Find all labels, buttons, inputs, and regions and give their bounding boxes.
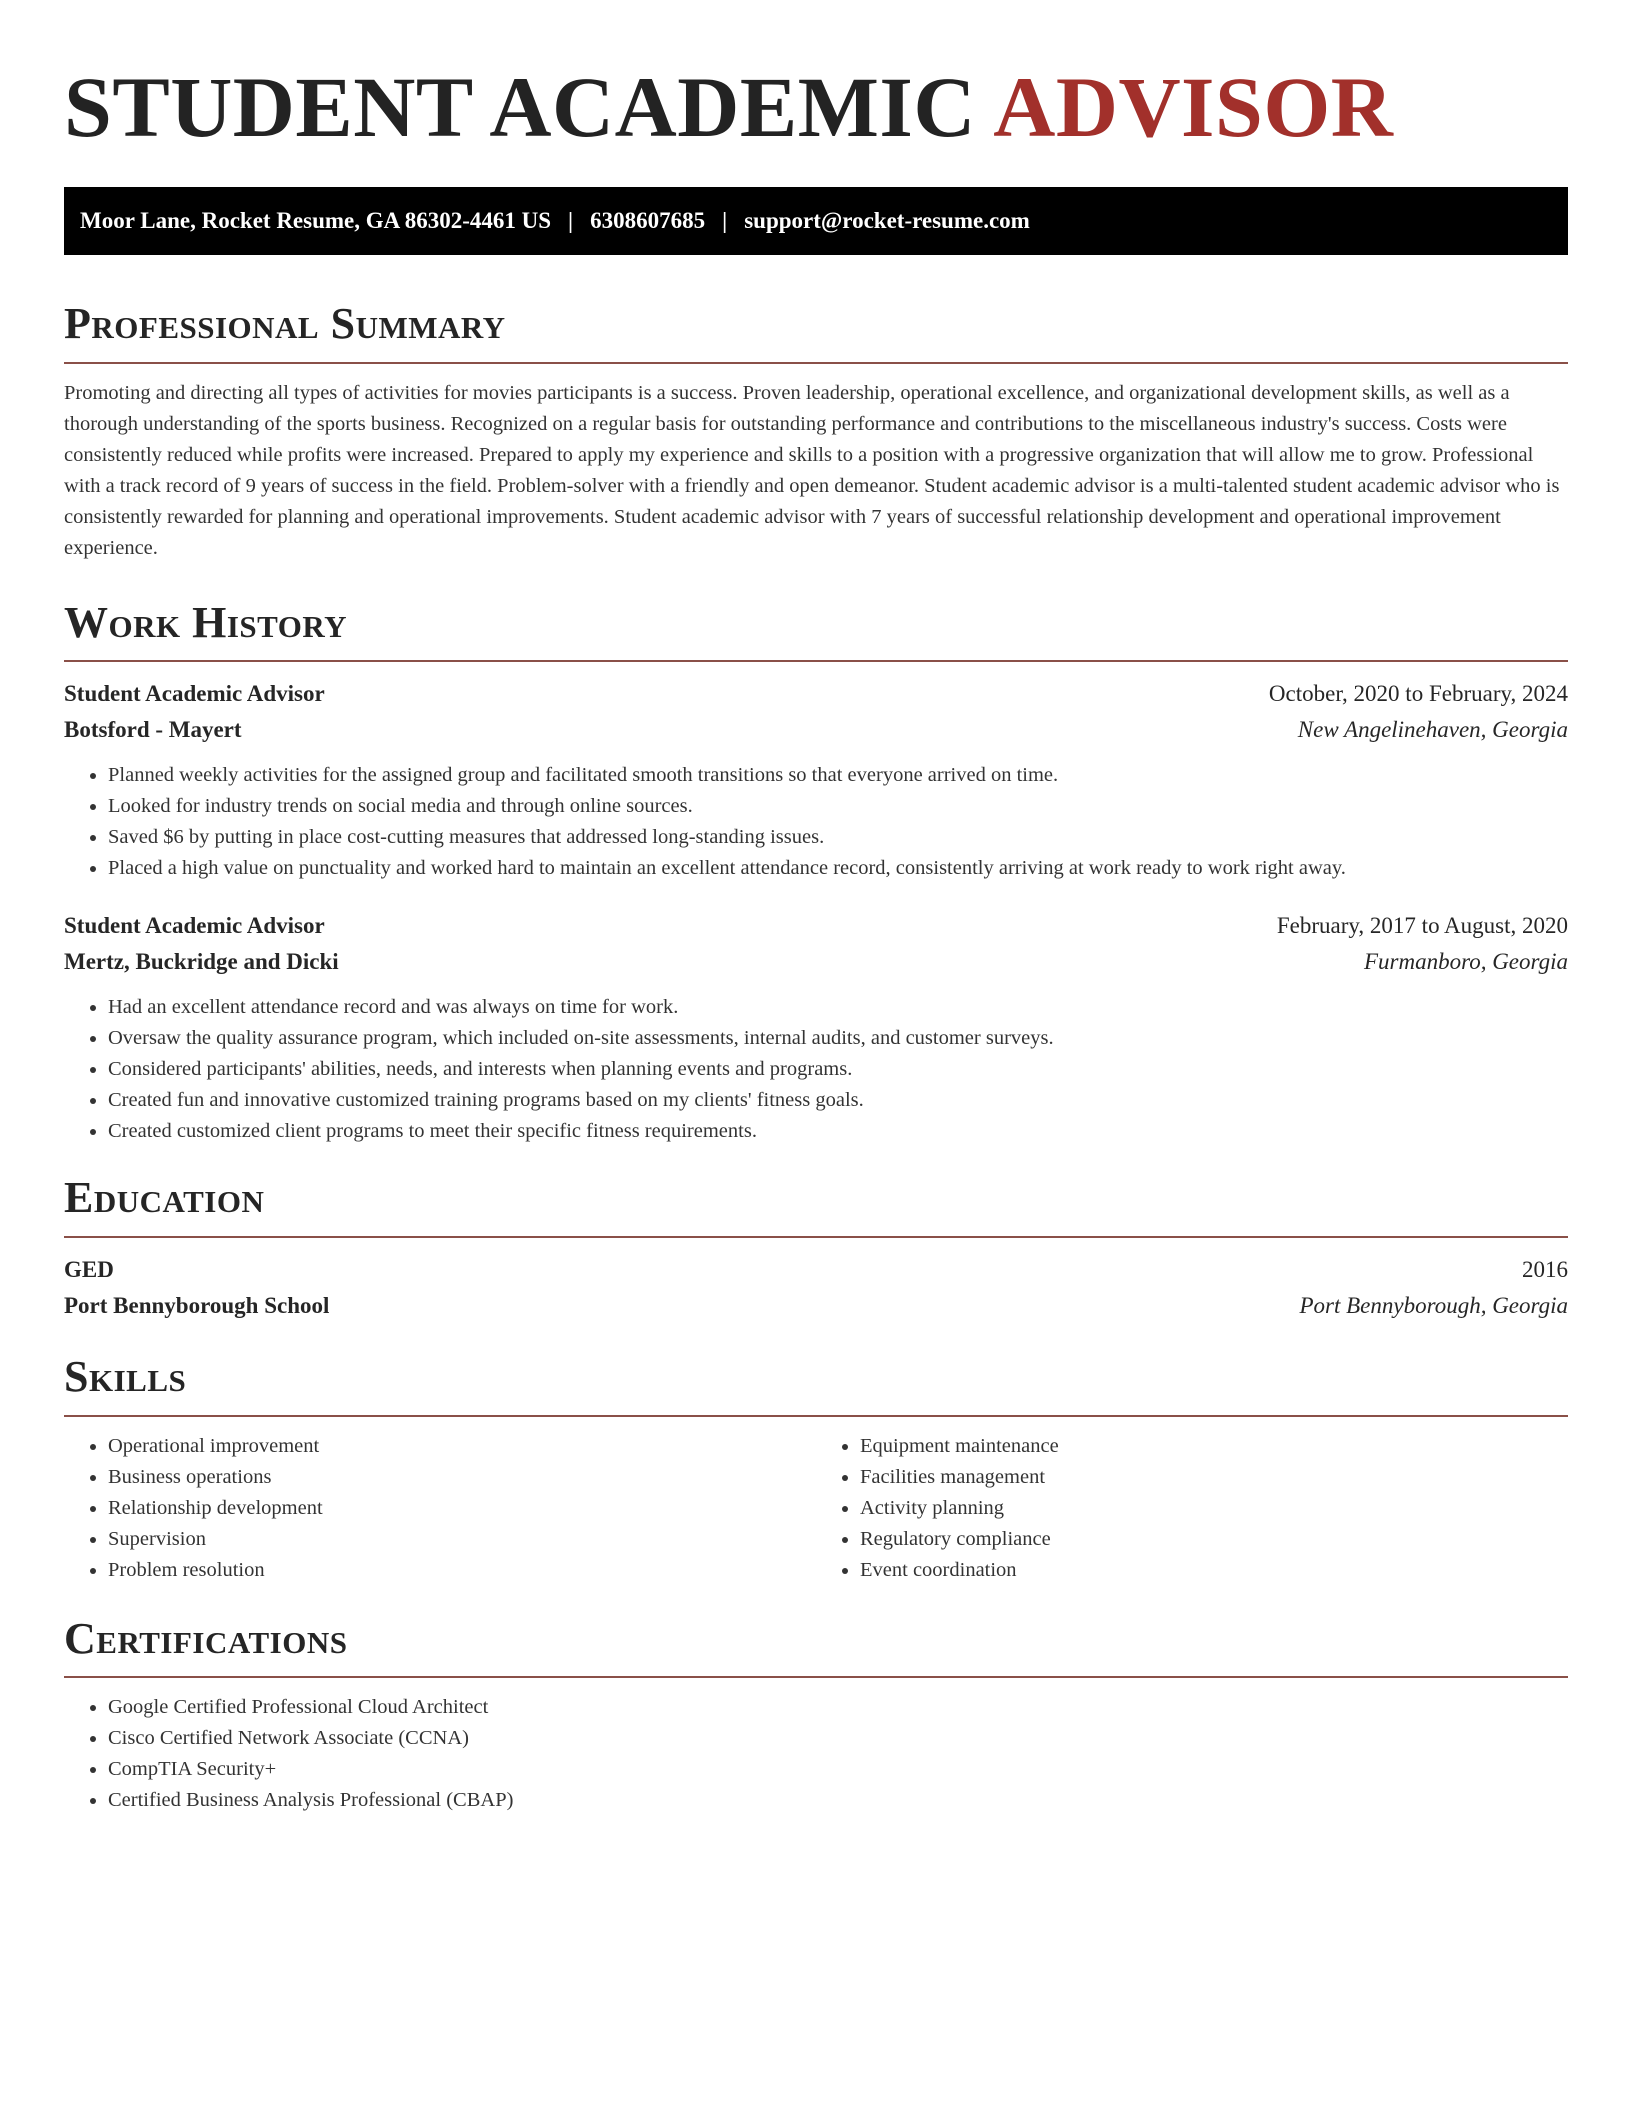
education-school: Port Bennyborough School	[64, 1292, 330, 1318]
job-dates: October, 2020 to February, 2024	[1268, 681, 1568, 707]
job-entry	[64, 908, 1568, 1147]
job-bullets	[64, 760, 1568, 884]
certifications-heading: Certifications	[64, 1613, 348, 1663]
skill-item: • Event coordination	[860, 1555, 1568, 1586]
certifications-section	[64, 1614, 1568, 1817]
skill-item: • Supervision	[108, 1524, 816, 1555]
job-bullets	[64, 992, 1568, 1147]
skill-item: • Problem resolution	[108, 1555, 816, 1586]
job-dates: February, 2017 to August, 2020	[1276, 913, 1568, 939]
skill-item: • Business operations	[108, 1462, 816, 1493]
work-history-section	[64, 598, 1568, 1148]
certifications-list	[64, 1692, 1568, 1816]
job-location: New Angelinehaven, Georgia	[1297, 717, 1568, 743]
contact-phone: 6308607685	[590, 208, 706, 234]
education-degree: GED	[64, 1256, 114, 1282]
skill-item: • Operational improvement	[108, 1431, 816, 1462]
contact-bar	[64, 187, 1568, 255]
education-location: Port Bennyborough, Georgia	[1299, 1292, 1568, 1318]
skills-grid	[64, 1431, 1568, 1586]
skills-section	[64, 1352, 1568, 1586]
contact-email: support@rocket-resume.com	[744, 208, 1030, 234]
summary-text: Promoting and directing all types of activities for movies participants is a success. Proven leadership, operational excellence, and organizational development skills, as well as a thorough understanding of the sports business. Recognized on a regular basis for outstanding performance and contributions to the miscellaneous industry's success. Costs were consistently reduced while profits were increased. Prepared to apply my experience and skills to a position with a progressive organization that will allow me to grow. Professional with a track record of 9 years of success in the field. Problem-solver with a friendly and open demeanor. Student academic advisor is a multi-talented student academic advisor who is consistently rewarded for planning and operational improvements. Student academic advisor with 7 years of successful relationship development and operational improvement experience.	[64, 381, 1560, 559]
summary-heading: Professional Summary	[64, 299, 506, 349]
job-bullet: • Saved $6 by putting in place cost-cutting measures that addressed long-standing issues.	[108, 822, 1568, 853]
skill-item: • Equipment maintenance	[860, 1431, 1568, 1462]
job-bullet: • Considered participants' abilities, needs, and interests when planning events and programs.	[108, 1054, 1568, 1085]
contact-separator: |	[568, 208, 574, 234]
contact-address: Moor Lane, Rocket Resume, GA 86302-4461 US	[80, 208, 552, 234]
summary-section	[64, 299, 1568, 564]
section-divider	[64, 1676, 1568, 1678]
certification-item: • Cisco Certified Network Associate (CCNA)	[108, 1723, 1568, 1754]
job-title: Student Academic Advisor	[64, 681, 325, 707]
skills-heading: Skills	[64, 1351, 187, 1401]
contact-separator: |	[722, 208, 728, 234]
section-divider	[64, 660, 1568, 662]
job-entry	[64, 676, 1568, 884]
job-bullet: • Planned weekly activities for the assigned group and facilitated smooth transitions so that everyone arrived on time.	[108, 760, 1568, 791]
education-year: 2016	[1522, 1256, 1568, 1282]
certification-item: • CompTIA Security+	[108, 1754, 1568, 1785]
certification-item: • Google Certified Professional Cloud Architect	[108, 1692, 1568, 1723]
job-company: Mertz, Buckridge and Dicki	[64, 949, 339, 975]
job-bullet: • Oversaw the quality assurance program, which included on-site assessments, internal audits, and customer surveys.	[108, 1023, 1568, 1054]
job-bullet: • Created customized client programs to meet their specific fitness requirements.	[108, 1116, 1568, 1147]
section-divider	[64, 1236, 1568, 1238]
job-location: Furmanboro, Georgia	[1363, 949, 1568, 975]
job-bullet: • Placed a high value on punctuality and worked hard to maintain an excellent attendance record, consistently arriving at work ready to work right away.	[108, 853, 1568, 884]
skills-list-right	[816, 1431, 1568, 1586]
skill-item: • Regulatory compliance	[860, 1524, 1568, 1555]
section-divider	[64, 1415, 1568, 1417]
job-bullet: • Created fun and innovative customized training programs based on my clients' fitness goals.	[108, 1085, 1568, 1116]
education-heading: Education	[64, 1173, 265, 1223]
name-main: STUDENT ACADEMIC	[64, 59, 976, 155]
resume-name	[64, 56, 1568, 159]
job-title: Student Academic Advisor	[64, 913, 325, 939]
name-accent: ADVISOR	[993, 59, 1394, 155]
job-company: Botsford - Mayert	[64, 717, 242, 743]
education-section	[64, 1173, 1568, 1324]
certification-item: • Certified Business Analysis Professional (CBAP)	[108, 1785, 1568, 1816]
work-history-heading: Work History	[64, 597, 348, 647]
skill-item: • Facilities management	[860, 1462, 1568, 1493]
job-bullet: • Had an excellent attendance record and was always on time for work.	[108, 992, 1568, 1023]
section-divider	[64, 362, 1568, 364]
job-bullet: • Looked for industry trends on social media and through online sources.	[108, 791, 1568, 822]
skill-item: • Relationship development	[108, 1493, 816, 1524]
skills-list-left	[64, 1431, 816, 1586]
skill-item: • Activity planning	[860, 1493, 1568, 1524]
